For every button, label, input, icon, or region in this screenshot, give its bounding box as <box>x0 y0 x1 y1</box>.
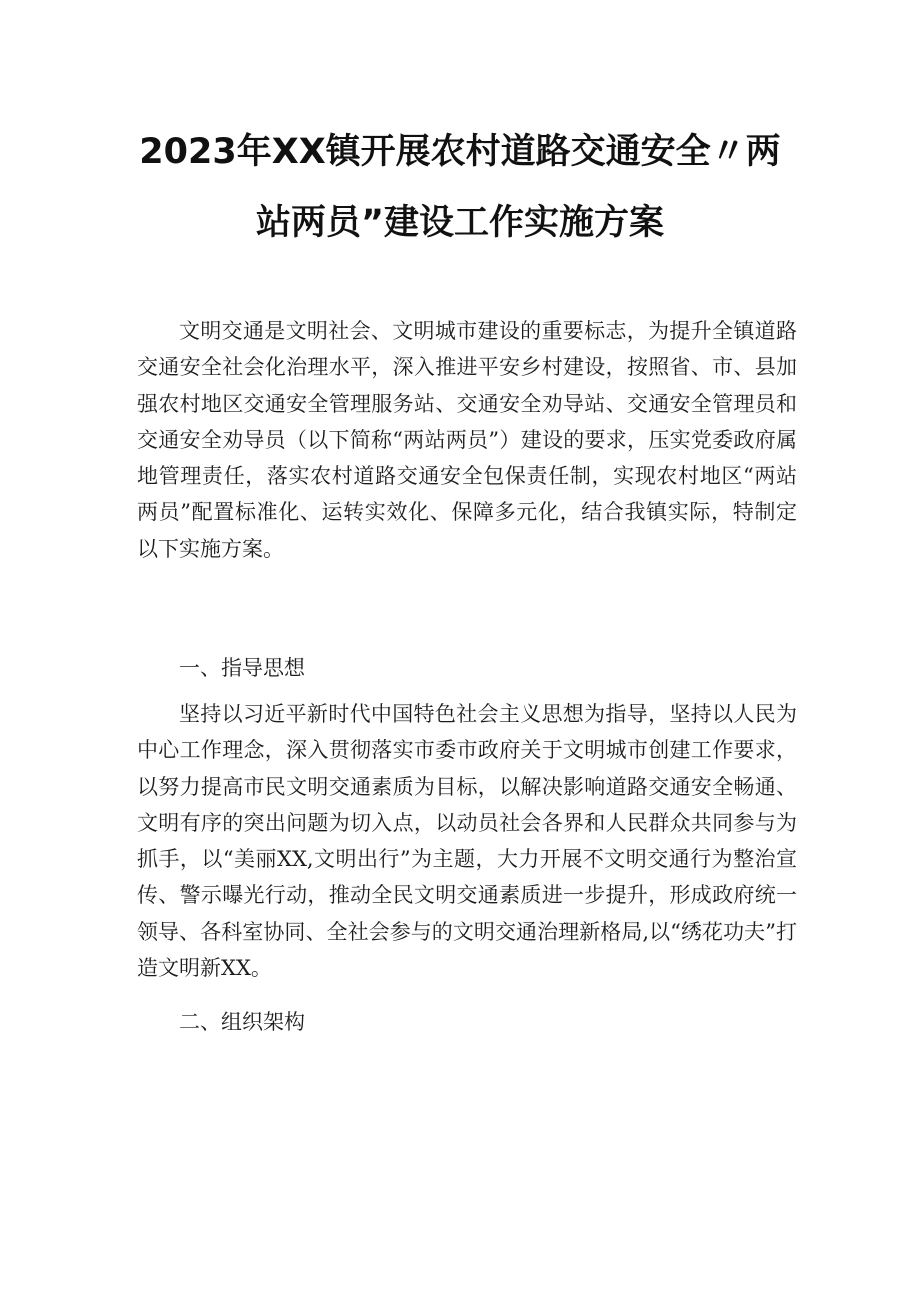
document-title-line-2: 站两员”建设工作实施方案 <box>255 203 664 243</box>
section-heading-guiding-ideology: 一、指导思想 <box>179 656 305 680</box>
guiding-ideology-paragraph: 坚持以习近平新时代中国特色社会主义思想为指导，坚持以人民为中心工作理念，深入贯彻落实市委市政府关于文明城市创建工作要求，以努力提高市民文明交通素质为目标，以解决影响道路交通安全畅通、文明有序的突出问题为切入点，以动员社会各界和人民群众共同参与为抓手，以“美丽XX,文明出行”为主题，大力开展不文明交通行为整治宣传、警示曝光行动，推动全民文明交通素质进一步提升，形成政府统一领导、各科室协同、全社会参与的文明交通治理新格局,以“绣花功夫”打造文明新XX。 <box>137 702 797 981</box>
intro-paragraph: 文明交通是文明社会、文明城市建设的重要标志，为提升全镇道路交通安全社会化治理水平，深入推进平安乡村建设，按照省、市、县加强农村地区交通安全管理服务站、交通安全劝导站、交通安全管理员和交通安全劝导员（以下简称“两站两员”）建设的要求，压实党委政府属地管理责任，落实农村道路交通安全包保责任制，实现农村地区“两站两员”配置标准化、运转实效化、保障多元化，结合我镇实际，特制定以下实施方案。 <box>137 319 797 561</box>
section-heading-organization: 二、组织架构 <box>179 1010 305 1034</box>
document-title-line-1: 2023年XX镇开展农村道路交通安全〃两 <box>139 132 781 172</box>
